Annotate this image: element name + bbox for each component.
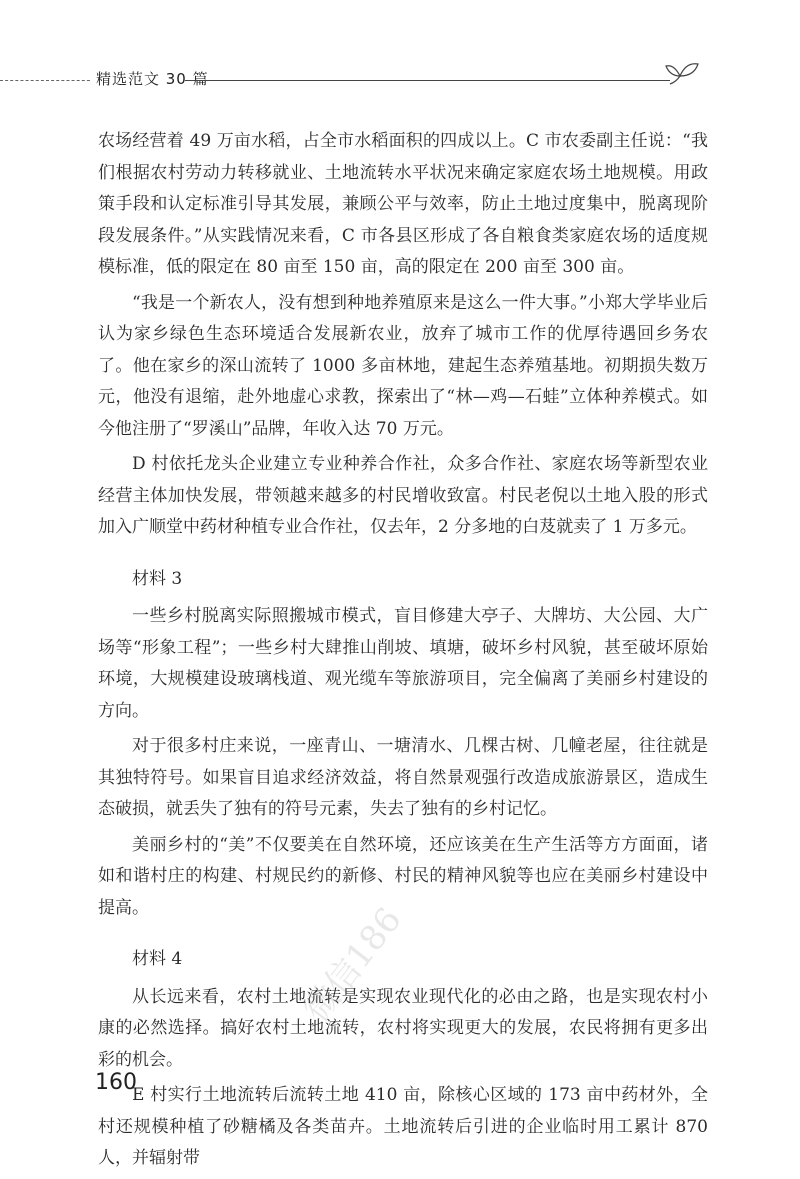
section-heading-material-4: 材料 4 (132, 949, 183, 969)
section-heading-material-3: 材料 3 (132, 568, 183, 589)
paragraph: E 村实行土地流转后流转土地 410 亩，除核心区域的 173 亩中药材外，全村还规模种植了砂糖橘及各类苗卉。土地流转后引进的企业临时用工累计 870 人，并辐射带 (98, 1085, 708, 1168)
paragraph: 一些乡村脱离实际照搬城市模式，盲目修建大亭子、大牌坊、大公园、大广场等“形象工程”；一些乡村大肆推山削坡、填塘，破坏乡村风貌，甚至破坏原始环境，大规模建设玻璃栈道、观光缆车等旅游项目，完全偏离了美丽乡村建设的方向。 (98, 606, 708, 721)
page-number: 160 (95, 1070, 137, 1095)
paragraph: D 村依托龙头企业建立专业种养合作社，众多合作社、家庭农场等新型农业经营主体加快发展，带领越来越多的村民增收致富。村民老倪以土地入股的形式加入广顺堂中药材种植专业合作社，仅去年，2 分多地的白芨就卖了 1 万多元。 (98, 454, 708, 537)
running-header (0, 58, 800, 98)
paragraph: 农场经营着 49 万亩水稻，占全市水稻面积的四成以上。C 市农委副主任说：“我们根据农村劳动力转移就业、土地流转水平状况来确定家庭农场土地规模。用政策手段和认定标准引导其发展，兼顾公平与效率，防止土地过度集中，脱离现阶段发展条件。”从实践情况来看，C 市各县区形成了各自粮食类家庭农场的适度规模标准，低的限定在 80 亩至 150 亩，高的限定在 200 亩至 300 亩。 (98, 131, 708, 277)
paragraph: “我是一个新农人，没有想到种地养殖原来是这么一件大事。”小郑大学毕业后认为家乡绿色生态环境适合发展新农业，放弃了城市工作的优厚待遇回乡务农了。他在家乡的深山流转了 1000 多亩林地，建起生态养殖基地。初期损失数万元，他没有退缩，赴外地虚心求教，探索出了“林—鸡—石蛙”立体种养模式。如今他注册了“罗溪山”品牌，年收入达 70 万元。 (98, 292, 708, 439)
watermark: 微信186 (296, 900, 410, 1030)
sprout-icon (664, 58, 704, 88)
paragraph: 美丽乡村的“美”不仅要美在自然环境，还应该美在生产生活等方方面面，诸如和谐村庄的构建、村规民约的新修、村民的精神风貌等也应在美丽乡村建设中提高。 (98, 834, 708, 918)
paragraph: 对于很多村庄来说，一座青山、一塘清水、几棵古树、几幢老屋，往往就是其独特符号。如果盲目追求经济效益，将自然景观强行改造成旅游景区，造成生态破损，就丢失了独有的符号元素，失去了独有的乡村记忆。 (98, 736, 708, 819)
body-text (98, 126, 708, 1179)
paragraph: 从长远来看，农村土地流转是实现农业现代化的必由之路，也是实现农村小康的必然选择。搞好农村土地流转，农村将实现更大的发展，农民将拥有更多出彩的机会。 (98, 986, 708, 1070)
header-dashed-rule (0, 80, 95, 81)
header-title: 精选范文 30 篇 (92, 68, 213, 89)
header-rule (185, 80, 670, 81)
